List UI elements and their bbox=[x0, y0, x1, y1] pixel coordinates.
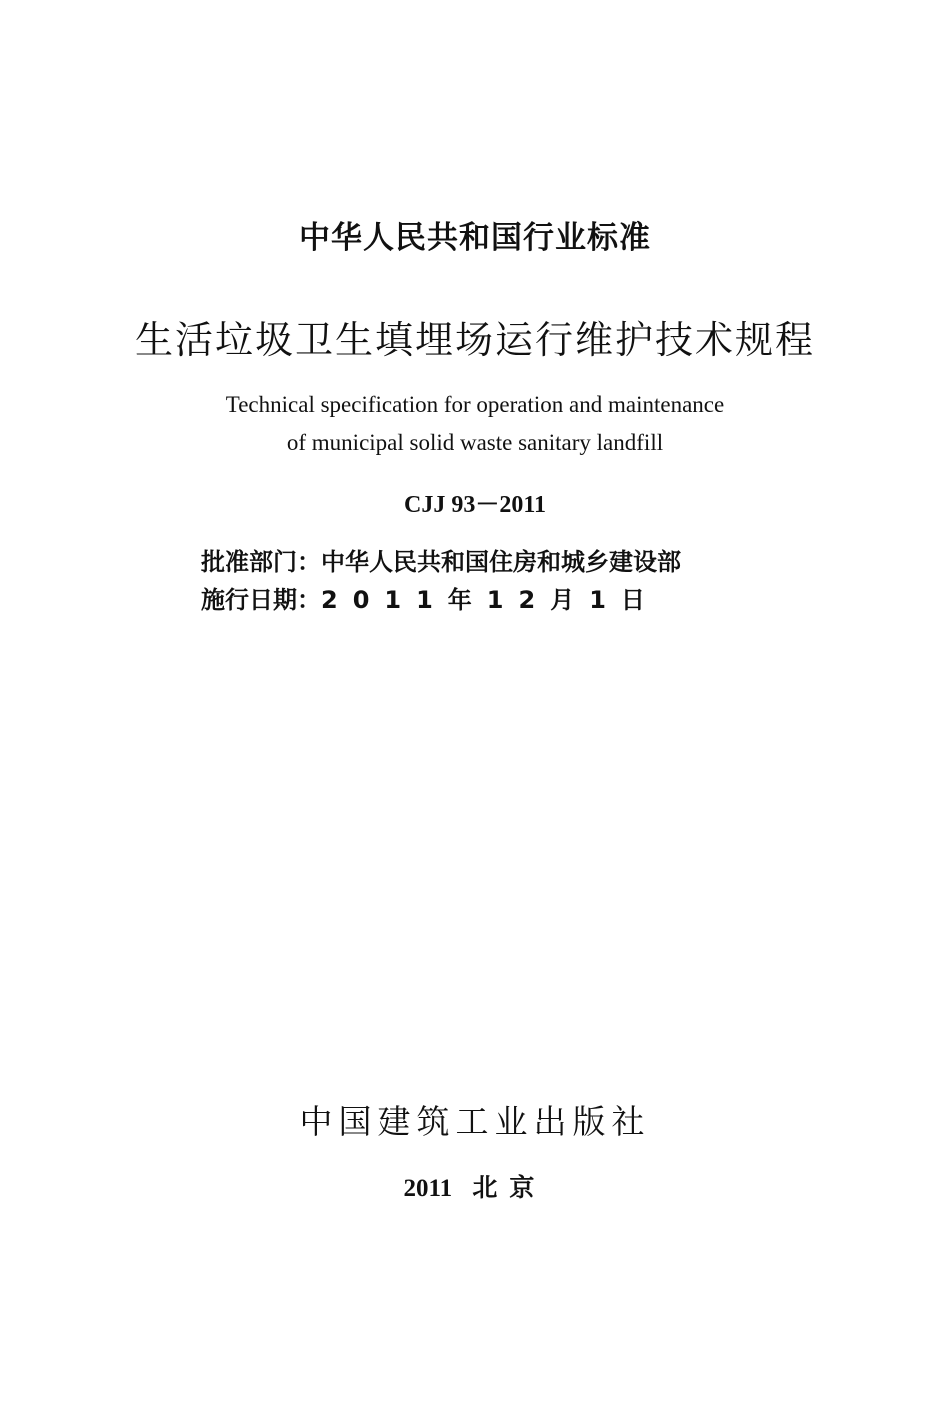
standard-code: CJJ 93－2011 bbox=[403, 492, 546, 518]
document-title-chinese: 生活垃圾卫生填埋场运行维护技术规程 bbox=[134, 318, 815, 362]
approval-label: 批准部门： bbox=[201, 548, 321, 576]
publication-city: 北京 bbox=[472, 1173, 547, 1202]
title-english-line-2: of municipal solid waste sanitary landfill bbox=[286, 430, 664, 455]
standard-category: 中华人民共和国行业标准 bbox=[299, 220, 651, 256]
publication-imprint bbox=[0, 1168, 950, 1204]
publication-year: 2011 bbox=[403, 1175, 453, 1202]
publisher-name: 中国建筑工业出版社 bbox=[299, 1102, 651, 1141]
effective-date-value: 2011年12月1日 bbox=[321, 586, 660, 614]
title-english-line-1: Technical specification for operation and maintenance bbox=[225, 392, 725, 417]
document-title-english bbox=[0, 386, 950, 462]
effective-date-label: 施行日期： bbox=[201, 586, 321, 614]
effective-date bbox=[201, 580, 660, 615]
approval-value: 中华人民共和国住房和城乡建设部 bbox=[321, 548, 681, 576]
approval-department bbox=[201, 542, 681, 577]
